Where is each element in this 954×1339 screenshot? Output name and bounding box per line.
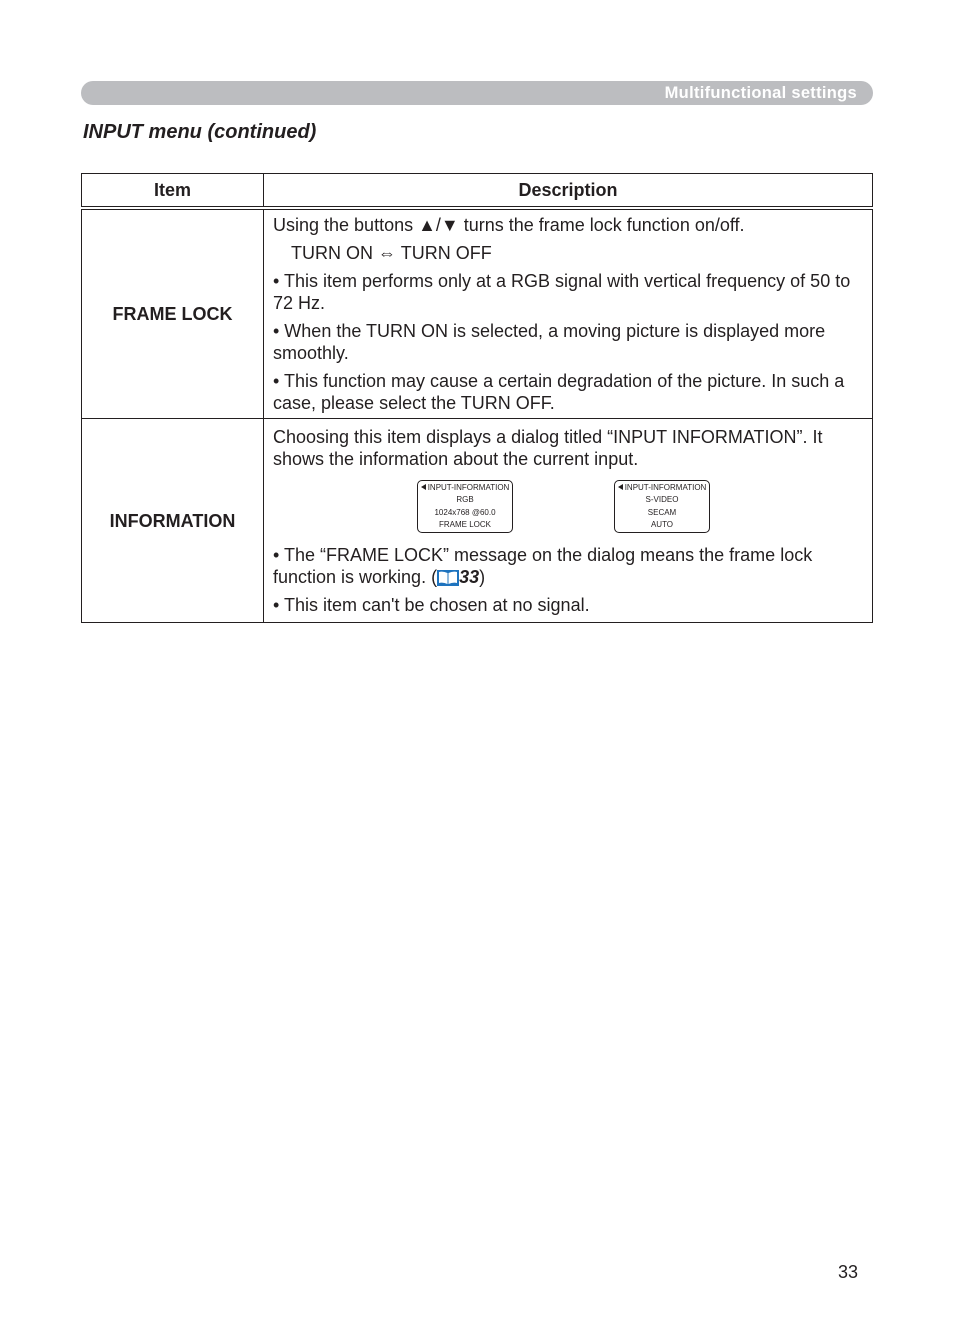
dialog-line: AUTO [650, 520, 674, 529]
page-number: 33 [838, 1262, 859, 1282]
turn-options [273, 242, 863, 264]
page-title: INPUT menu (continued) [83, 121, 317, 143]
dialog-example-svideo [614, 480, 710, 533]
frame-lock-line1: Using the buttons ▲/▼ turns the frame lock function on/off. [273, 215, 745, 235]
dialog-line: 1024x768 @60.0 [434, 507, 496, 517]
table-row-frame-lock [82, 208, 873, 419]
dialog-title: INPUT-INFORMATION [427, 482, 510, 492]
frame-lock-bullet2: • When the TURN ON is selected, a moving picture is displayed more smoothly. [273, 321, 826, 363]
header-bar [81, 81, 873, 105]
page-reference[interactable]: 33 [459, 566, 480, 587]
section-label: Multifunctional settings [664, 84, 857, 102]
book-reference-icon [437, 569, 459, 586]
dialog-line: SECAM [647, 507, 677, 517]
item-information: INFORMATION [82, 419, 264, 623]
dialog-line: FRAME LOCK [438, 520, 491, 529]
table-row-information [82, 419, 873, 623]
table-header-row [82, 174, 873, 209]
left-arrow-icon [421, 484, 426, 490]
turn-on-label: TURN ON [291, 243, 373, 263]
input-menu-table [81, 173, 873, 623]
column-header-item: Item [82, 174, 264, 209]
column-header-description: Description [264, 174, 873, 209]
bidirectional-arrow-icon: ⇔ [378, 243, 397, 263]
frame-lock-bullet1: • This item performs only at a RGB signal with vertical frequency of 50 to 72 Hz. [273, 271, 851, 313]
left-arrow-icon [618, 484, 623, 490]
turn-off-label: TURN OFF [400, 243, 492, 263]
frame-lock-bullet3: • This function may cause a certain degradation of the picture. In such a case, please select the TURN OFF. [273, 371, 845, 413]
information-bullet1: • The “FRAME LOCK” message on the dialog means the frame lock function is working. ( 33) [273, 544, 813, 587]
dialog-line: S-VIDEO [645, 495, 679, 504]
dialog-example-rgb [417, 480, 513, 533]
dialog-line: RGB [456, 495, 474, 504]
dialog-examples [273, 480, 863, 536]
dialog-title: INPUT-INFORMATION [624, 482, 707, 492]
item-frame-lock: FRAME LOCK [82, 208, 264, 419]
information-bullet2: • This item can't be chosen at no signal. [273, 594, 590, 615]
description-information [264, 419, 873, 623]
information-intro: Choosing this item displays a dialog titled “INPUT INFORMATION”. It shows the information about the current input. [273, 426, 823, 469]
description-frame-lock [264, 208, 873, 419]
